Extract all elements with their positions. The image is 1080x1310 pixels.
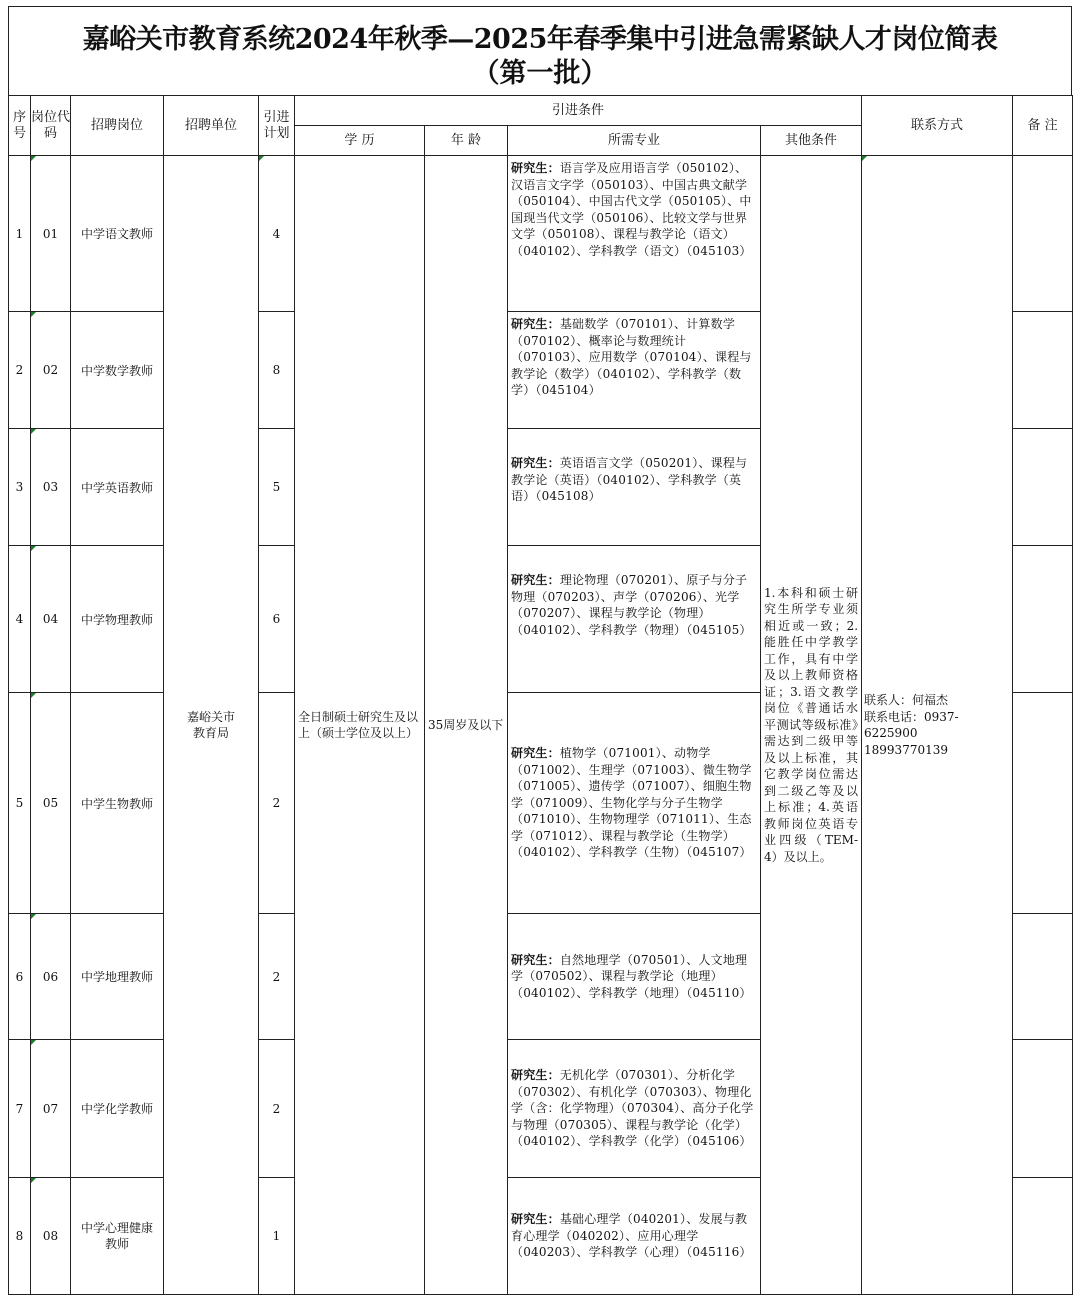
row-position: 中学生物教师 [71, 693, 164, 914]
row-code: 06 [31, 914, 71, 1040]
row-seq: 2 [9, 312, 31, 429]
row-plan: 5 [259, 429, 295, 546]
shared-age: 35周岁及以下 [425, 156, 508, 1295]
row-remarks [1013, 312, 1073, 429]
major-prefix: 研究生： [511, 161, 560, 175]
row-remarks [1013, 156, 1073, 312]
major-prefix: 研究生： [511, 746, 560, 761]
row-code: 07 [31, 1040, 71, 1178]
major-text: 理论物理（070201）、原子与分子物理（070203）、声学（070206）、光学（070207）、课程与教学论（物理）（040102）、学科教学（物理）（045105） [511, 573, 752, 637]
row-remarks [1013, 1040, 1073, 1178]
major-text: 语言学及应用语言学（050102）、汉语言文字学（050103）、中国古典文献学（050104）、中国古代文学（050105）、中国现当代文学（050106）、比较文学与世界文学（050108）、课程与教学论（语文）（040102）、学科教学（语文）（045103） [511, 161, 752, 258]
row-seq: 1 [9, 156, 31, 312]
header-seq: 序号 [9, 96, 31, 156]
unit-text: 嘉峪关市教育局 [186, 709, 235, 740]
row-major [508, 156, 761, 312]
major-text: 自然地理学（070501）、人文地理学（070502）、课程与教学论（地理）（040102）、学科教学（地理）（045110） [511, 952, 752, 1000]
page-title: 嘉峪关市教育系统2024年秋季—2025年春季集中引进急需紧缺人才岗位简表 [82, 24, 998, 55]
row-remarks [1013, 693, 1073, 914]
row-plan: 2 [259, 1040, 295, 1178]
header-other: 其他条件 [761, 126, 862, 156]
row-seq: 4 [9, 546, 31, 693]
title-block [8, 6, 1072, 95]
header-major: 所需专业 [508, 126, 761, 156]
major-prefix: 研究生： [511, 952, 560, 967]
row-major [508, 1178, 761, 1295]
row-seq: 6 [9, 914, 31, 1040]
row-major [508, 546, 761, 693]
header-plan: 引进计划 [259, 96, 295, 156]
row-position: 中学数学教师 [71, 312, 164, 429]
row-seq: 3 [9, 429, 31, 546]
row-position: 中学地理教师 [71, 914, 164, 1040]
row-remarks [1013, 914, 1073, 1040]
row-plan: 6 [259, 546, 295, 693]
row-position: 中学英语教师 [71, 429, 164, 546]
row-remarks [1013, 1178, 1073, 1295]
contact-mobile: 18993770139 [864, 742, 948, 757]
row-position [71, 1178, 164, 1295]
row-code: 01 [31, 156, 71, 312]
row-remarks [1013, 546, 1073, 693]
row-code: 04 [31, 546, 71, 693]
row-plan: 8 [259, 312, 295, 429]
contact-phone: 联系电话：0937-6225900 [864, 709, 959, 740]
positions-table [8, 95, 1073, 1295]
header-contact: 联系方式 [862, 96, 1013, 156]
row-major [508, 312, 761, 429]
major-prefix: 研究生： [511, 317, 560, 331]
row-major [508, 693, 761, 914]
table-row [9, 156, 1073, 312]
document-sheet [8, 6, 1072, 1295]
shared-other-conditions: 1.本科和硕士研究生所学专业须相近或一致；2.能胜任中学教学工作，具有中学及以上教师资格证；3.语文教学岗位《普通话水平测试等级标准》需达到二级甲等及以上标准，其它教学岗位需达到二级乙等及以上标准；4.英语教师岗位英语专业四级（TEM-4）及以上。 [761, 156, 862, 1295]
header-code: 岗位代码 [31, 96, 71, 156]
row-major [508, 914, 761, 1040]
row-code: 08 [31, 1178, 71, 1295]
major-text: 植物学（071001）、动物学（071002）、生理学（071003）、微生物学（071005）、遗传学（071007）、细胞生物学（071009）、生物化学与分子生物学（071010）、生物物理学（071011）、生态学（071012）、课程与教学论（生物学）（040102）、学科教学（生物）（045107） [511, 746, 752, 860]
header-age: 年 龄 [425, 126, 508, 156]
major-prefix: 研究生： [511, 573, 560, 587]
row-major [508, 1040, 761, 1178]
row-position: 中学语文教师 [71, 156, 164, 312]
row-plan: 4 [259, 156, 295, 312]
row-code: 05 [31, 693, 71, 914]
row-seq: 8 [9, 1178, 31, 1295]
header-conditions: 引进条件 [295, 96, 862, 126]
header-education: 学 历 [295, 126, 425, 156]
page-subtitle: （第一批） [472, 58, 608, 89]
major-prefix: 研究生： [511, 1068, 560, 1083]
major-prefix: 研究生： [511, 456, 560, 470]
header-position: 招聘岗位 [71, 96, 164, 156]
major-text: 英语语言文学（050201）、课程与教学论（英语）（040102）、学科教学（英语）（045108） [511, 456, 748, 503]
contact-person: 联系人：何福杰 [864, 693, 949, 707]
major-prefix: 研究生： [511, 1212, 560, 1227]
shared-unit [164, 156, 259, 1295]
header-remarks: 备 注 [1013, 96, 1073, 156]
row-seq: 5 [9, 693, 31, 914]
row-position: 中学物理教师 [71, 546, 164, 693]
header-unit: 招聘单位 [164, 96, 259, 156]
row-major [508, 429, 761, 546]
row-seq: 7 [9, 1040, 31, 1178]
row-code: 03 [31, 429, 71, 546]
row-code: 02 [31, 312, 71, 429]
shared-education: 全日制硕士研究生及以上（硕士学位及以上） [295, 156, 425, 1295]
major-text: 无机化学（070301）、分析化学（070302）、有机化学（070303）、物理化学（含：化学物理）（070304）、高分子化学与物理（070305）、课程与教学论（化学）（040102）、学科教学（化学）（045106） [511, 1068, 754, 1149]
row-plan: 2 [259, 693, 295, 914]
major-text: 基础数学（070101）、计算数学（070102）、概率论与数理统计（070103）、应用数学（070104）、课程与教学论（数学）（040102）、学科教学（数学）（045104） [511, 317, 752, 397]
position-text: 中学心理健康教师 [80, 1221, 153, 1251]
major-text: 基础心理学（040201）、发展与教育心理学（040202）、应用心理学（040203）、学科教学（心理）（045116） [511, 1212, 752, 1260]
shared-contact [862, 156, 1013, 1295]
row-plan: 1 [259, 1178, 295, 1295]
row-remarks [1013, 429, 1073, 546]
row-plan: 2 [259, 914, 295, 1040]
row-position: 中学化学教师 [71, 1040, 164, 1178]
